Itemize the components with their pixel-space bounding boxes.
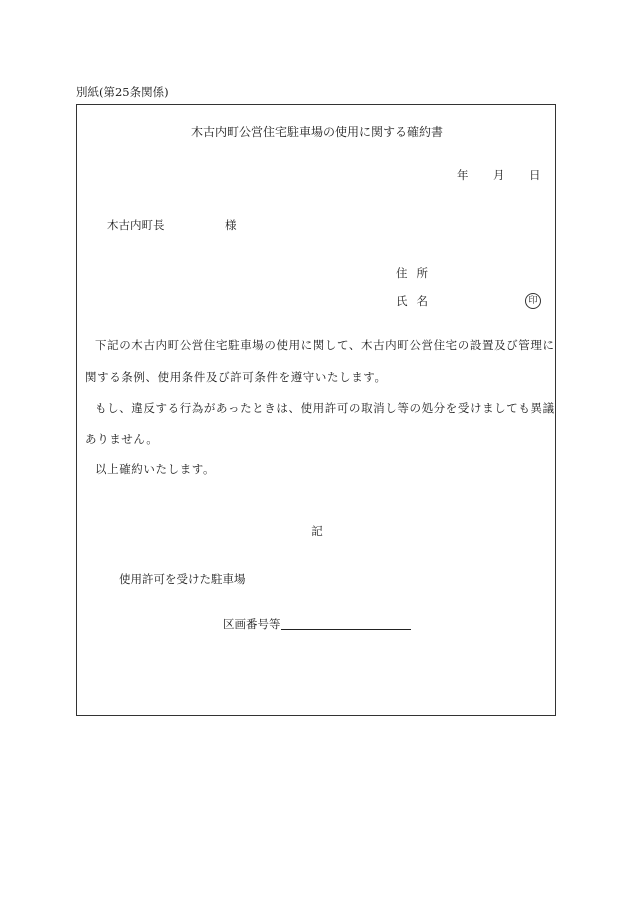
date-day-label: 日	[529, 168, 541, 182]
date-month-label: 月	[493, 168, 505, 182]
pledge-form	[76, 104, 556, 716]
attachment-caption: 別紙(第25条関係)	[76, 85, 169, 99]
ki-heading: 記	[311, 524, 323, 538]
document-title: 木古内町公営住宅駐車場の使用に関する確約書	[190, 125, 443, 139]
address-label: 住所	[396, 266, 437, 280]
lot-number-label: 区画番号等	[223, 617, 281, 631]
addressee-honorific: 様	[225, 218, 237, 232]
addressee-name: 木古内町長	[107, 218, 165, 232]
lot-number-blank-line	[281, 629, 411, 630]
parking-item-label: 使用許可を受けた駐車場	[119, 572, 246, 586]
body-line-2: 関する条例、使用条件及び許可条件を遵守いたします。	[85, 370, 387, 384]
seal-mark-icon: 印	[525, 293, 541, 309]
name-label: 氏名	[396, 294, 437, 308]
body-line-5: 以上確約いたします。	[95, 462, 216, 476]
body-line-4: ありません。	[85, 432, 159, 446]
body-line-1: 下記の木古内町公営住宅駐車場の使用に関して、木古内町公営住宅の設置及び管理に	[95, 338, 555, 352]
body-line-3: もし、違反する行為があったときは、使用許可の取消し等の処分を受けましても異議	[95, 401, 555, 415]
date-year-label: 年	[457, 168, 469, 182]
